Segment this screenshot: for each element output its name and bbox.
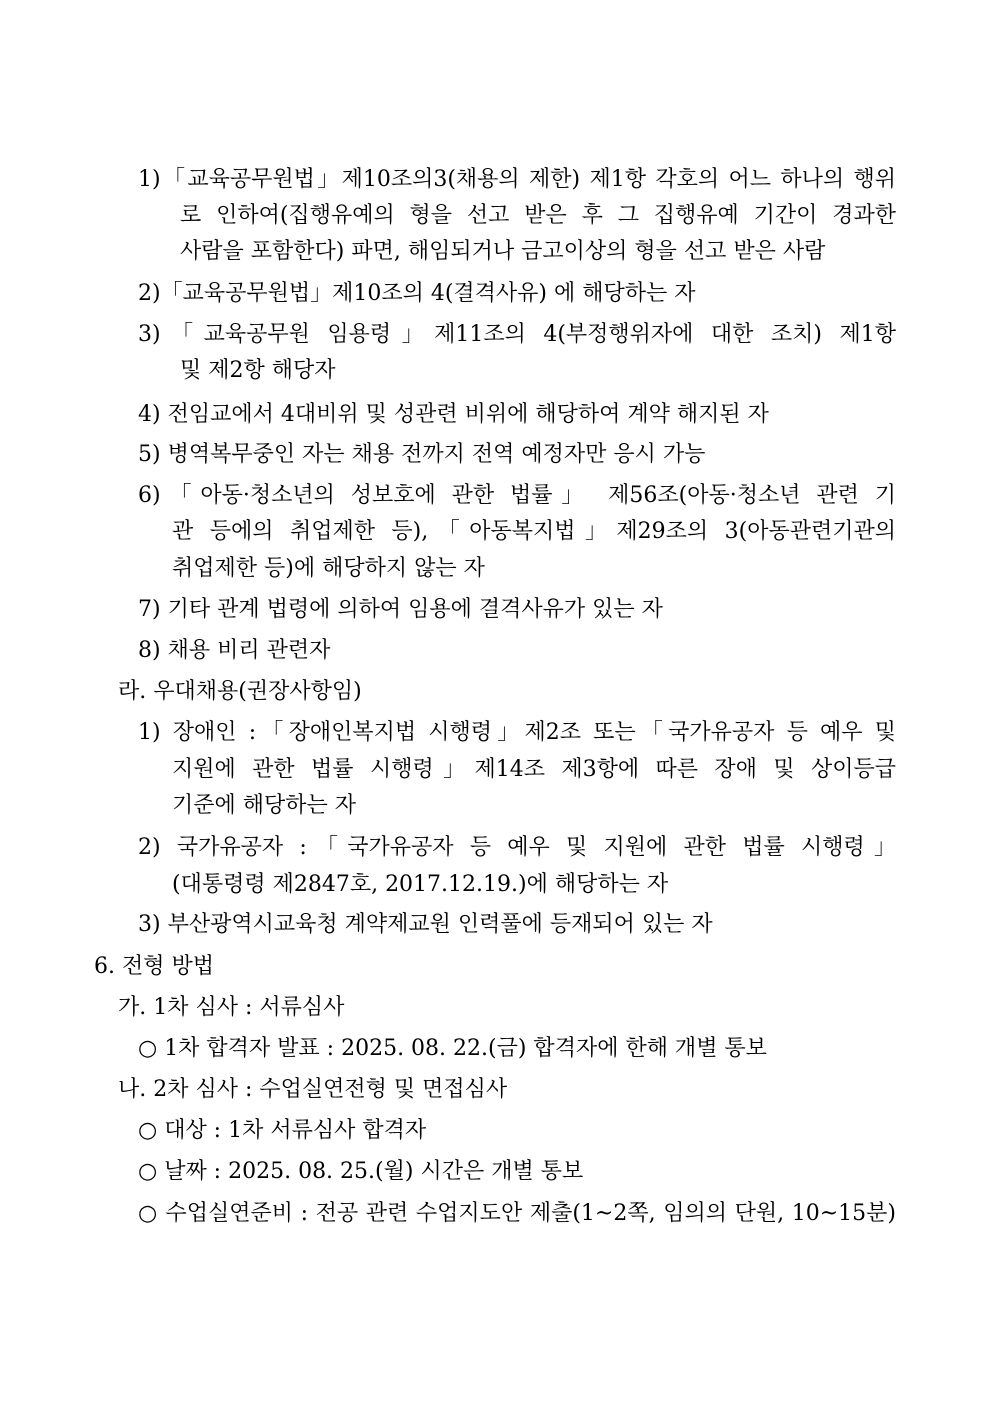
disqualification-item-6-cont: 취업제한 등)에 해당하지 않는 자 (172, 556, 485, 581)
disqualification-item-4: 4) 전임교에서 4대비위 및 성관련 비위에 해당하여 계약 해지된 자 (138, 402, 769, 427)
disqualification-item-6-cont: 관 등에의 취업제한 등),「아동복지법」제29조의 3(아동관련기관의 (172, 519, 896, 544)
second-screening-date: ○ 날짜 : 2025. 08. 25.(월) 시간은 개별 통보 (138, 1159, 584, 1184)
disqualification-item-1: 1)「교육공무원법」제10조의3(채용의 제한) 제1항 각호의 어느 하나의 행위 (138, 167, 896, 192)
section-preferential-hiring: 라. 우대채용(권장사항임) (118, 679, 362, 704)
preference-item-3: 3) 부산광역시교육청 계약제교원 인력풀에 등재되어 있는 자 (138, 912, 713, 937)
disqualification-item-8: 8) 채용 비리 관련자 (138, 638, 331, 663)
first-screening-announcement: ○ 1차 합격자 발표 : 2025. 08. 22.(금) 합격자에 한해 개별 통보 (138, 1036, 767, 1061)
section-selection-method: 6. 전형 방법 (94, 954, 214, 979)
disqualification-item-7: 7) 기타 관계 법령에 의하여 임용에 결격사유가 있는 자 (138, 597, 663, 622)
preference-item-1-cont: 기준에 해당하는 자 (172, 793, 357, 818)
disqualification-item-1-cont: 사람을 포함한다) 파면, 해임되거나 금고이상의 형을 선고 받은 사람 (180, 239, 826, 264)
second-screening-preparation: ○ 수업실연준비 : 전공 관련 수업지도안 제출(1~2쪽, 임의의 단원, 10~15분) (138, 1201, 896, 1226)
first-screening-heading: 가. 1차 심사 : 서류심사 (118, 995, 345, 1020)
preference-item-1: 1) 장애인 :「장애인복지법 시행령」제2조 또는「국가유공자 등 예우 및 (138, 720, 896, 745)
second-screening-target: ○ 대상 : 1차 서류심사 합격자 (138, 1118, 427, 1143)
disqualification-item-6: 6)「아동·청소년의 성보호에 관한 법률」 제56조(아동·청소년 관련 기 (138, 483, 896, 508)
preference-item-1-cont: 지원에 관한 법률 시행령」제14조 제3항에 따른 장애 및 상이등급 (172, 757, 896, 782)
disqualification-item-3-cont: 및 제2항 해당자 (180, 358, 336, 383)
disqualification-item-2: 2)「교육공무원법」제10조의 4(결격사유) 에 해당하는 자 (138, 281, 696, 306)
preference-item-2: 2) 국가유공자 :「국가유공자 등 예우 및 지원에 관한 법률 시행령」 (138, 835, 896, 860)
second-screening-heading: 나. 2차 심사 : 수업실연전형 및 면접심사 (118, 1077, 508, 1102)
disqualification-item-1-cont: 로 인하여(집행유예의 형을 선고 받은 후 그 집행유예 기간이 경과한 (180, 203, 896, 228)
preference-item-2-cont: (대통령령 제2847호, 2017.12.19.)에 해당하는 자 (172, 872, 669, 897)
disqualification-item-3: 3)「교육공무원 임용령」제11조의 4(부정행위자에 대한 조치) 제1항 (138, 322, 896, 347)
disqualification-item-5: 5) 병역복무중인 자는 채용 전까지 전역 예정자만 응시 가능 (138, 442, 706, 467)
